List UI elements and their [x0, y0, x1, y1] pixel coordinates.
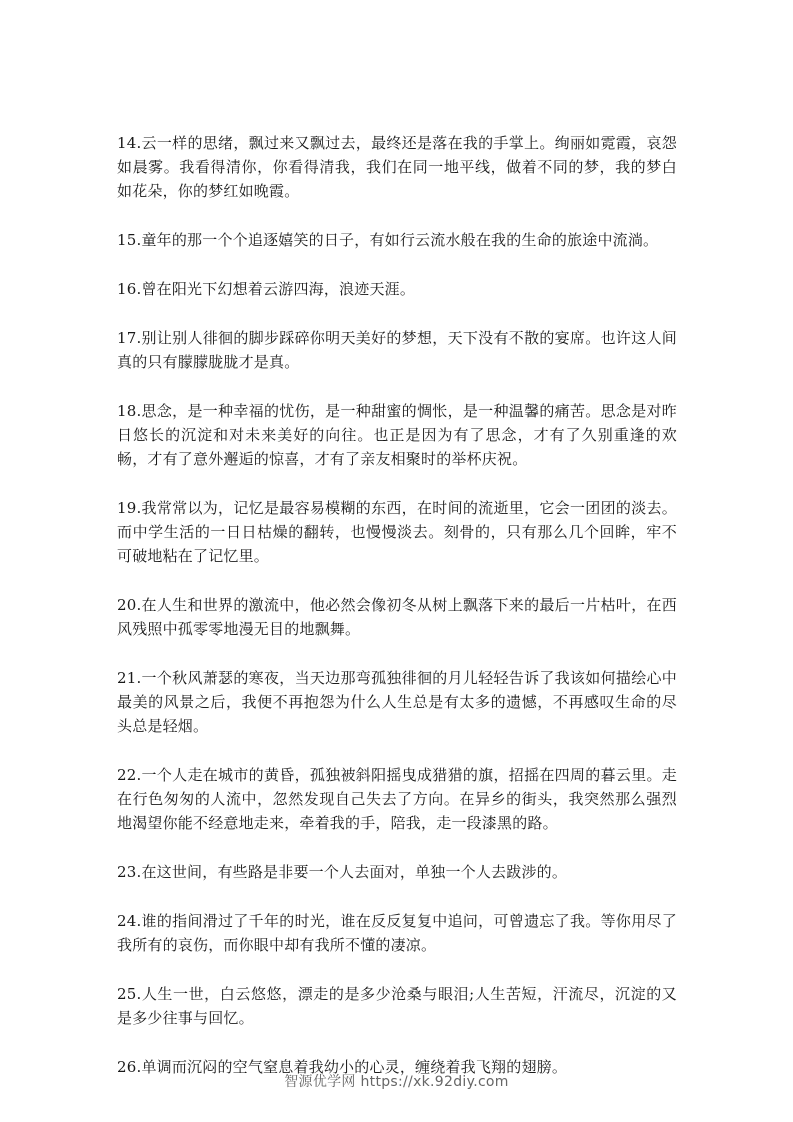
paragraph-15: 15.童年的那一个个追逐嬉笑的日子，有如行云流水般在我的生命的旅途中流淌。 — [117, 231, 659, 249]
paragraph-22: 22.一个人走在城市的黄昏，孤独被斜阳摇曳成猎猎的旗，招摇在四周的暮云里。走在行色匆匆的人流中，忽然发现自己失去了方向。在异乡的街头，我突然那么强烈地渴望你能不经意地走来，牵着我的手，陪我，走一段漆黑的路。 — [117, 766, 677, 832]
paragraph-21: 21.一个秋风萧瑟的寒夜，当天边那弯孤独徘徊的月儿轻轻告诉了我该如何描绘心中最美的风景之后，我便不再抱怨为什么人生总是有太多的遗憾，不再感叹生命的尽头总是轻烟。 — [117, 669, 677, 735]
document-body — [117, 131, 677, 1104]
paragraph-26: 26.单调而沉闷的空气窒息着我幼小的心灵，缠绕着我飞翔的翅膀。 — [117, 1058, 568, 1076]
paragraph-14: 14.云一样的思绪，飘过来又飘过去，最终还是落在我的手掌上。绚丽如霓霞，哀怨如晨雾。我看得清你，你看得清我，我们在同一地平线，做着不同的梦，我的梦白如花朵，你的梦红如晚霞。 — [117, 134, 677, 200]
paragraph-25: 25.人生一世，白云悠悠，漂走的是多少沧桑与眼泪;人生苦短，汗流尽，沉淀的又是多少往事与回忆。 — [117, 985, 677, 1027]
paragraph-23: 23.在这世间，有些路是非要一个人去面对，单独一个人去跋涉的。 — [117, 863, 568, 881]
paragraph-20: 20.在人生和世界的激流中，他必然会像初冬从树上飘落下来的最后一片枯叶，在西风残照中孤零零地漫无目的地飘舞。 — [117, 596, 677, 638]
paragraph-24: 24.谁的指间滑过了千年的时光，谁在反反复复中追问，可曾遗忘了我。等你用尽了我所有的哀伤，而你眼中却有我所不懂的凄凉。 — [117, 912, 677, 954]
paragraph-16: 16.曾在阳光下幻想着云游四海，浪迹天涯。 — [117, 280, 416, 298]
footer-watermark: 智源优学网 https://xk.92diy.com — [284, 1074, 509, 1090]
paragraph-18: 18.思念，是一种幸福的忧伤，是一种甜蜜的惆怅，是一种温馨的痛苦。思念是对昨日悠长的沉淀和对未来美好的向往。也正是因为有了思念，才有了久别重逢的欢畅，才有了意外邂逅的惊喜，才有了亲友相聚时的举杯庆祝。 — [117, 402, 677, 468]
paragraph-17: 17.别让别人徘徊的脚步踩碎你明天美好的梦想，天下没有不散的宴席。也许这人间真的只有朦朦胧胧才是真。 — [117, 329, 677, 371]
paragraph-19: 19.我常常以为，记忆是最容易模糊的东西，在时间的流逝里，它会一团团的淡去。而中学生活的一日日枯燥的翻转，也慢慢淡去。刻骨的，只有那么几个回眸，牢不可破地粘在了记忆里。 — [117, 499, 677, 565]
